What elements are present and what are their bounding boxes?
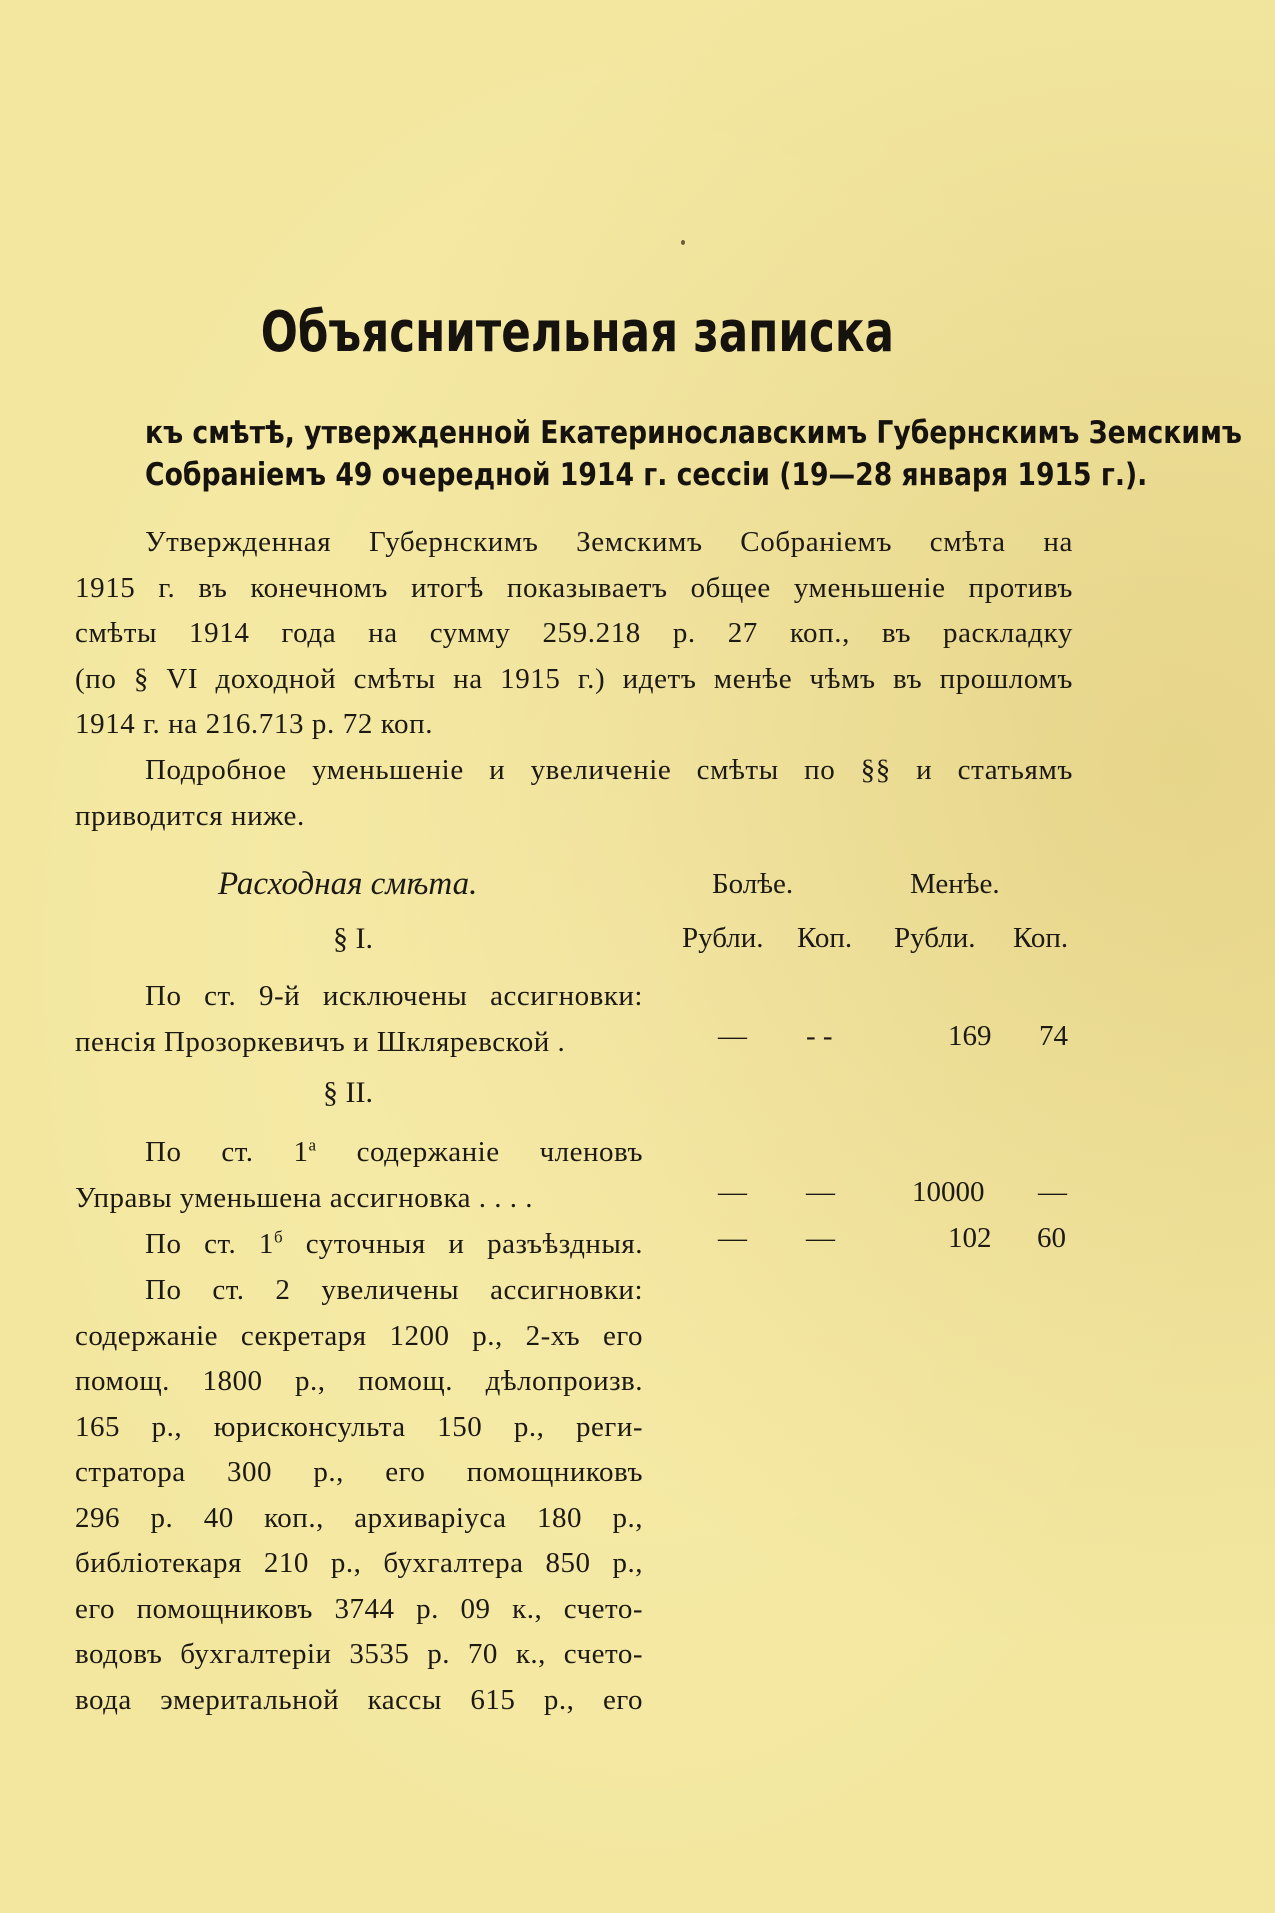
entry-line: 296 р. 40 коп., архиваріуса 180 р., (75, 1501, 643, 1534)
column-less-rubles: Рубли. (894, 922, 976, 954)
details-note-line: Подробное уменьшеніе и увеличеніе смѣты по §§ и статьямъ (145, 754, 1073, 786)
entry-3-article: По ст. 1 (145, 1228, 274, 1260)
entry-4-text (75, 1268, 643, 1723)
entry-line: библіотекаря 210 р., бухгалтера 850 р., (75, 1547, 643, 1579)
entry-line: его помощниковъ 3744 р. 09 к., счето- (75, 1592, 643, 1625)
intro-line: смѣты 1914 года на сумму 259.218 р. 27 коп., въ раскладку (75, 617, 1073, 649)
entry-line (75, 1222, 643, 1268)
entry-1-less-kopecks: 74 (1039, 1020, 1068, 1052)
intro-line: 1915 г. въ конечномъ итогѣ показываетъ общее уменьшеніе противъ (75, 571, 1073, 604)
entry-3-article-desc: суточныя и разъѣздныя. (305, 1228, 643, 1260)
section-2-heading: § II. (323, 1076, 373, 1109)
document-title: Объяснительная записка (260, 300, 895, 365)
entry-2-less-rubles: 10000 (912, 1176, 985, 1208)
details-note-line: приводится ниже. (75, 799, 305, 832)
column-less-heading: Менѣе. (910, 868, 1000, 900)
details-note-paragraph (75, 748, 1073, 839)
intro-paragraph (75, 520, 1073, 748)
column-more-kopecks: Коп. (797, 922, 853, 954)
entry-2-more-kopecks: — (806, 1176, 835, 1208)
expense-estimate-heading: Расходная смѣта. (218, 866, 478, 902)
entry-2-article-desc: содержаніе членовъ (356, 1136, 644, 1168)
column-more-heading: Болѣе. (712, 868, 794, 900)
entry-2-more-rubles: — (718, 1176, 747, 1208)
subtitle-line-1: къ смѣтѣ, утвержденной Екатеринославскимъ Губернскимъ Земскимъ (145, 415, 1242, 451)
entry-3-more-rubles: — (718, 1222, 747, 1254)
entry-1-more-rubles: — (718, 1020, 747, 1052)
subtitle-line-2: Собраніемъ 49 очередной 1914 г. сессіи (19—28 января 1915 г.). (145, 457, 1148, 493)
entry-line: По ст. 9-й исключены ассигновки: (145, 980, 643, 1012)
entry-line: стратора 300 р., его помощниковъ (75, 1456, 643, 1488)
entry-2-article: По ст. 1 (145, 1136, 309, 1168)
intro-line: (по § VI доходной смѣты на 1915 г.) идетъ менѣе чѣмъ въ прошломъ (75, 662, 1073, 695)
entry-line: 165 р., юрисконсульта 150 р., реги- (75, 1410, 643, 1443)
entry-3-less-kopecks: 60 (1037, 1222, 1066, 1254)
entry-2-article-index: а (308, 1135, 317, 1155)
entry-3-more-kopecks: — (806, 1222, 835, 1254)
column-less-kopecks: Коп. (1013, 922, 1069, 954)
entry-line: содержаніе секретаря 1200 р., 2-хъ его (75, 1319, 643, 1352)
entry-line: По ст. 2 увеличены ассигновки: (145, 1274, 643, 1306)
intro-line: Утвержденная Губернскимъ Земскимъ Собраніемъ смѣта на (145, 526, 1073, 558)
document-subtitle (75, 412, 1242, 496)
entry-1-more-kopecks: - - (806, 1020, 833, 1052)
entry-line: Управы уменьшена ассигновка . . . . (75, 1181, 533, 1214)
intro-line: 1914 г. на 216.713 р. 72 коп. (75, 708, 434, 740)
entry-2-text (75, 1130, 643, 1221)
entry-3-article-index: б (273, 1227, 284, 1247)
entry-2-less-kopecks: — (1038, 1176, 1067, 1208)
entry-line: помощ. 1800 р., помощ. дѣлопроизв. (75, 1365, 643, 1397)
entry-line: водовъ бухгалтеріи 3535 р. 70 к., счето- (75, 1638, 643, 1670)
entry-3-text (75, 1222, 643, 1268)
entry-line: пенсія Прозоркевичъ и Шкляревской . (75, 1025, 566, 1058)
entry-1-less-rubles: 169 (948, 1020, 992, 1052)
entry-3-less-rubles: 102 (948, 1222, 992, 1254)
section-1-heading: § I. (333, 922, 373, 955)
column-more-rubles: Рубли. (682, 922, 764, 954)
entry-1-text (75, 974, 643, 1065)
entry-line (75, 1130, 643, 1176)
ink-speck (681, 240, 685, 245)
entry-line: вода эмеритальной кассы 615 р., его (75, 1683, 643, 1716)
